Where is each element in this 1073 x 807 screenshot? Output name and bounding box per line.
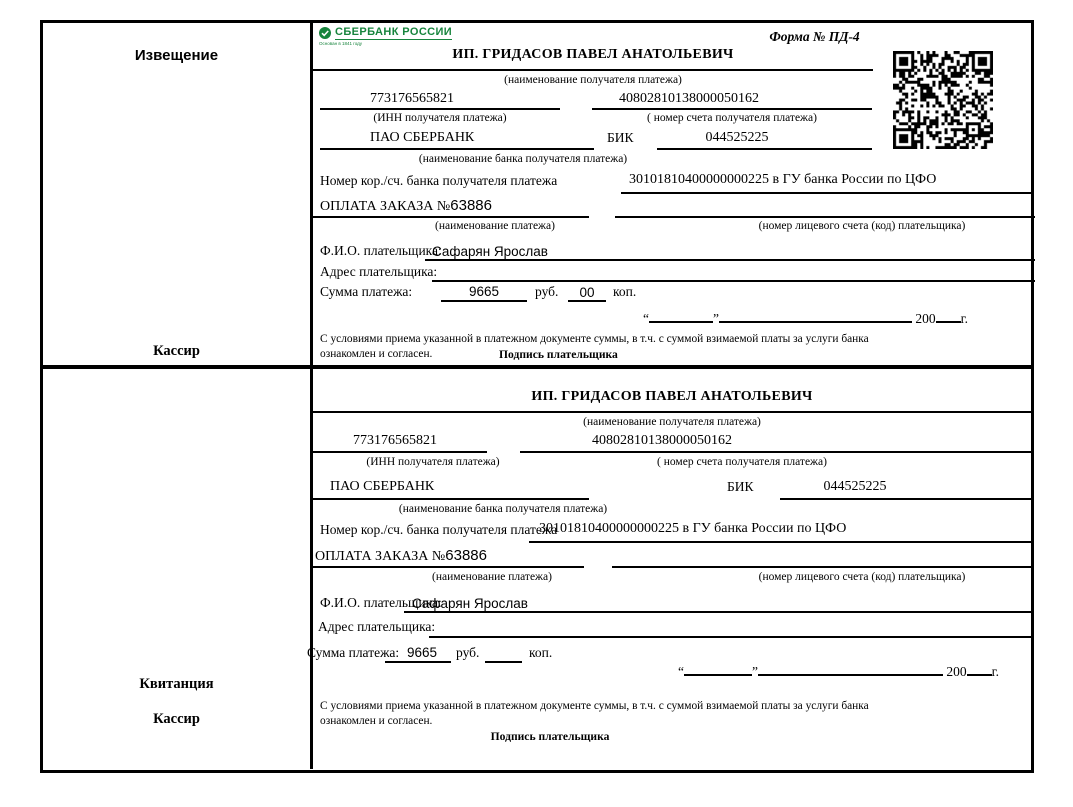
date-year-suffix: г. <box>991 664 1000 679</box>
bank-name: ПАО СБЕРБАНК <box>330 479 435 494</box>
underline <box>568 300 606 302</box>
signature-label: Подпись плательщика <box>499 348 618 361</box>
underline <box>657 148 872 150</box>
receipt-section <box>43 369 1031 769</box>
signature-label: Подпись плательщика <box>490 730 610 743</box>
cashier-label: Кассир <box>153 343 200 359</box>
date-year-suffix: г. <box>960 311 969 326</box>
payer-address-label: Адрес плательщика: <box>320 264 438 279</box>
underline <box>429 636 1031 638</box>
underline <box>320 108 560 110</box>
form-number: Форма № ПД-4 <box>769 29 860 44</box>
rub-label: руб. <box>456 645 480 660</box>
sberbank-logo-text: СБЕРБАНК РОССИИ <box>335 26 453 38</box>
payment-name-label: ОПЛАТА ЗАКАЗА № <box>315 549 446 564</box>
inn-caption: (ИНН получателя платежа) <box>366 456 500 468</box>
date-month-blank <box>719 309 912 323</box>
underline <box>612 566 1031 568</box>
receipt-main-cell <box>307 369 1031 769</box>
underline <box>780 498 1031 500</box>
notice-main-cell <box>313 23 1031 365</box>
recipient-name-caption: (наименование получателя платежа) <box>583 416 761 428</box>
quote-open: “ <box>678 664 684 679</box>
underline <box>432 280 1035 282</box>
underline <box>404 611 1031 613</box>
date-year-prefix: 200 <box>946 664 967 679</box>
corr-account-value: 30101810400000000225 в ГУ банка России по ЦФО <box>629 172 937 187</box>
account-caption: ( номер счета получателя платежа) <box>647 112 817 124</box>
form-table <box>40 20 1034 773</box>
bik-label: БИК <box>727 479 754 494</box>
recipient-name: ИП. ГРИДАСОВ ПАВЕЛ АНАТОЛЬЕВИЧ <box>452 47 734 62</box>
date-day-blank <box>684 662 752 676</box>
recipient-name: ИП. ГРИДАСОВ ПАВЕЛ АНАТОЛЬЕВИЧ <box>531 389 813 404</box>
payer-name-label: Ф.И.О. плательщика: <box>320 595 442 610</box>
account-value: 40802810138000050162 <box>619 91 759 106</box>
underline <box>313 69 873 71</box>
payer-name-label: Ф.И.О. плательщика: <box>320 243 442 258</box>
underline <box>621 192 1034 194</box>
underline <box>485 661 522 663</box>
bank-name: ПАО СБЕРБАНК <box>370 130 475 145</box>
underline <box>313 216 589 218</box>
sum-label: Сумма платежа: <box>320 284 413 299</box>
underline <box>320 148 594 150</box>
agreement-line2: ознакомлен и согласен. <box>320 715 433 727</box>
order-number: 63886 <box>450 197 492 214</box>
date-year-blank <box>936 309 961 323</box>
underline <box>615 216 1035 218</box>
date-line <box>643 309 968 327</box>
underline <box>425 259 1035 261</box>
underline <box>520 451 1031 453</box>
bik-label: БИК <box>607 130 634 145</box>
account-caption: ( номер счета получателя платежа) <box>657 456 827 468</box>
sum-rub-value: 9665 <box>406 645 438 660</box>
payment-name <box>315 547 487 565</box>
underline <box>313 411 1031 413</box>
date-day-blank <box>649 309 713 323</box>
bik-value: 044525225 <box>823 479 887 494</box>
agreement-line1: С условиями приема указанной в платежном документе суммы, в т.ч. с суммой взимаемой платы за услуги банка <box>320 700 869 712</box>
bik-value: 044525225 <box>705 130 769 145</box>
recipient-name-caption: (наименование получателя платежа) <box>504 74 682 86</box>
payer-name-value: Сафарян Ярослав <box>432 244 548 259</box>
agreement-line2: ознакомлен и согласен. <box>320 348 433 360</box>
sum-kop-value: 00 <box>579 285 595 300</box>
date-month-blank <box>758 662 943 676</box>
rub-label: руб. <box>535 284 559 299</box>
payer-address-label: Адрес плательщика: <box>318 619 436 634</box>
underline <box>313 566 584 568</box>
payment-name-label: ОПЛАТА ЗАКАЗА № <box>320 199 451 214</box>
payment-name <box>320 197 492 215</box>
kop-label: коп. <box>529 645 553 660</box>
bank-caption: (наименование банка получателя платежа) <box>418 153 628 165</box>
bank-caption: (наименование банка получателя платежа) <box>398 503 608 515</box>
quote-close: ” <box>752 664 758 679</box>
payer-name-value: Сафарян Ярослав <box>412 596 528 611</box>
personal-account-caption: (номер лицевого счета (код) плательщика) <box>758 571 966 583</box>
underline <box>441 300 527 302</box>
notice-side-cell <box>43 23 313 365</box>
quote-close: ” <box>713 311 719 326</box>
date-year-prefix: 200 <box>915 311 936 326</box>
qr-code <box>893 51 993 149</box>
sum-label: Сумма платежа: <box>307 645 400 660</box>
cashier-label: Кассир <box>153 711 200 727</box>
agreement-line1: С условиями приема указанной в платежном документе суммы, в т.ч. с суммой взимаемой платы за услуги банка <box>320 333 869 345</box>
section-title: Квитанция <box>139 676 214 692</box>
corr-account-label: Номер кор./сч. банка получателя платежа <box>320 522 558 537</box>
inn-value: 773176565821 <box>353 433 437 448</box>
order-number: 63886 <box>445 547 487 564</box>
section-title: Извещение <box>134 47 219 64</box>
payment-name-caption: (наименование платежа) <box>432 571 552 583</box>
underline <box>385 661 451 663</box>
corr-account-value: 30101810400000000225 в ГУ банка России по ЦФО <box>539 521 847 536</box>
corr-account-label: Номер кор./сч. банка получателя платежа <box>320 173 558 188</box>
inn-value: 773176565821 <box>370 91 454 106</box>
notice-section <box>43 23 1031 369</box>
personal-account-caption: (номер лицевого счета (код) плательщика) <box>758 220 966 232</box>
quote-open: “ <box>643 311 649 326</box>
payment-name-caption: (наименование платежа) <box>435 220 555 232</box>
underline <box>313 498 589 500</box>
sberbank-logo <box>319 26 452 46</box>
kop-label: коп. <box>613 284 637 299</box>
underline <box>592 108 872 110</box>
underline <box>529 541 1031 543</box>
receipt-side-cell <box>43 369 313 769</box>
underline <box>313 451 487 453</box>
sberbank-logo-icon <box>319 27 331 39</box>
account-value: 40802810138000050162 <box>592 433 732 448</box>
date-year-blank <box>967 662 992 676</box>
sberbank-logo-tagline: Основан в 1841 году <box>319 41 363 46</box>
sum-rub-value: 9665 <box>468 284 500 299</box>
inn-caption: (ИНН получателя платежа) <box>373 112 507 124</box>
date-line <box>678 662 999 680</box>
